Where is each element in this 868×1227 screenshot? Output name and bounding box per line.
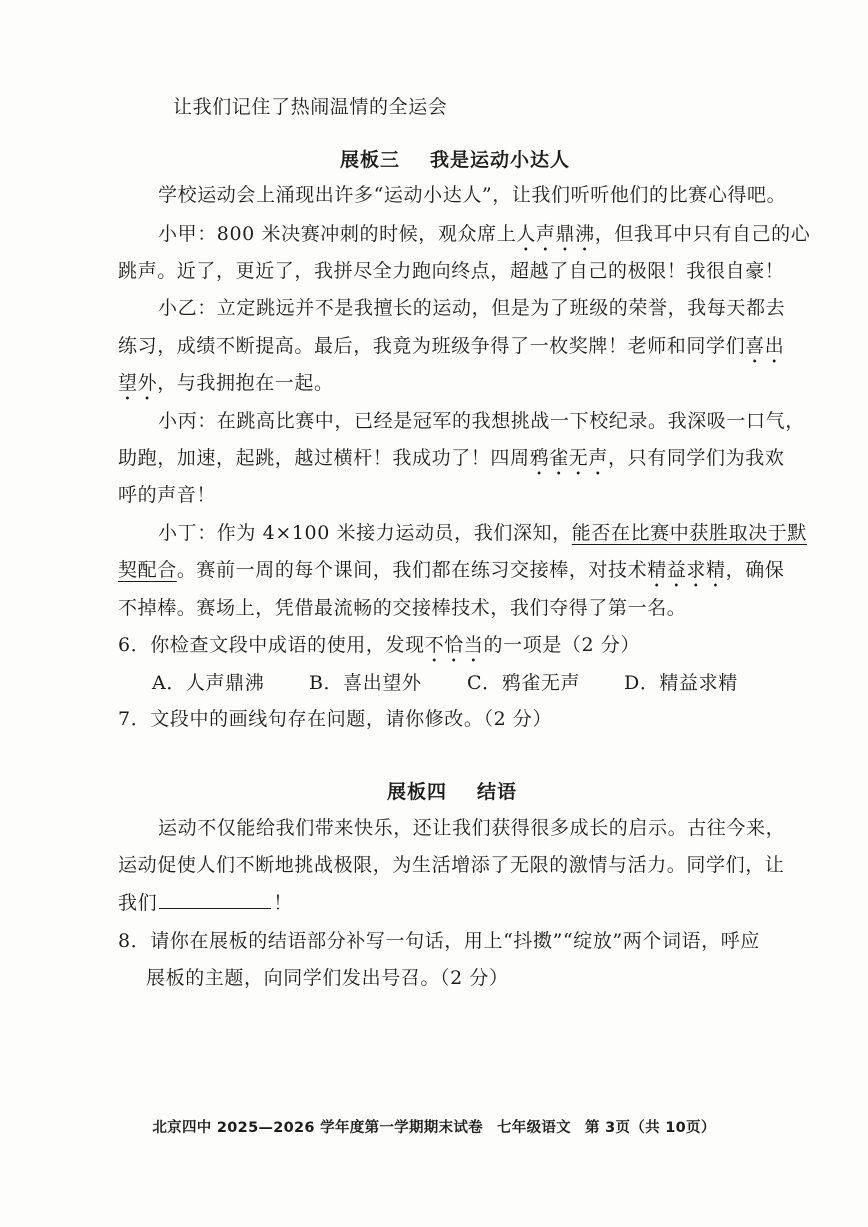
- yi-line-1: 小乙：立定跳远并不是我擅长的运动，但是为了班级的荣誉，我每天都去: [158, 297, 786, 319]
- board4-line-1: 运动不仅能给我们带来快乐，还让我们获得很多成长的启示。古往今来，: [158, 817, 786, 839]
- option-c[interactable]: C．鸦雀无声: [467, 672, 581, 694]
- board3-number: 展板三: [340, 149, 401, 171]
- bing-text: 助跑，加速，起跳，越过横杆！我成功了！四周: [118, 447, 530, 469]
- board4-text: ！: [273, 892, 293, 914]
- board4-title: 结语: [477, 781, 518, 803]
- yi-line-3: [118, 371, 334, 405]
- ding-line-3: 不掉棒。赛场上，凭借最流畅的交接棒技术，我们夺得了第一名。: [118, 597, 687, 619]
- idiom-xichuwangwai-part2: 望外: [118, 372, 158, 394]
- bing-line-3: 呼的声音！: [118, 484, 217, 506]
- yi-line-2: [118, 334, 784, 368]
- board3-intro: 学校运动会上涌现出许多“运动小达人”，让我们听听他们的比赛心得吧。: [158, 184, 787, 206]
- ding-line-1: [158, 521, 807, 545]
- board4-number: 展板四: [387, 781, 448, 803]
- bing-line-1: 小丙：在跳高比赛中，已经是冠军的我想挑战一下校纪录。我深吸一口气，: [158, 410, 805, 432]
- jia-text: ，但我耳中只有自己的心: [594, 223, 811, 245]
- bing-line-2: [118, 446, 784, 480]
- footer-page-number: 第 3页（共 10页）: [584, 1120, 716, 1136]
- idiom-renshengdingfei: 人声鼎沸: [516, 223, 595, 245]
- ding-text: 小丁：作为 4×100 米接力运动员，我们深知，: [158, 522, 572, 544]
- option-a[interactable]: A．人声鼎沸: [152, 672, 265, 694]
- idiom-jingyiqiujing: 精益求精: [647, 559, 726, 581]
- question-8-line-1: 8．请你在展板的结语部分补写一句话，用上“抖擞”“绽放”两个词语，呼应: [118, 930, 760, 952]
- page-footer: [0, 1116, 868, 1137]
- yi-text: ，与我拥抱在一起。: [157, 372, 334, 394]
- fill-in-blank[interactable]: [159, 890, 271, 909]
- board4-line-2: 运动促使人们不断地挑战极限，为生活增添了无限的激情与活力。同学们，让: [118, 854, 785, 876]
- question-8-line-2: 展板的主题，向同学们发出号召。（2 分）: [146, 967, 509, 989]
- board4-heading: [387, 780, 517, 804]
- footer-subject: 七年级语文: [496, 1120, 571, 1136]
- question-7: 7．文段中的画线句存在问题，请你修改。（2 分）: [118, 708, 553, 730]
- q6-options: [152, 671, 738, 695]
- q6-text: 6．你检查文段中成语的使用，发现: [118, 634, 425, 656]
- board4-text: 我们: [118, 892, 158, 914]
- option-d[interactable]: D．精益求精: [624, 672, 738, 694]
- underlined-sentence-part1: 能否在比赛中获胜取决于默: [571, 522, 807, 544]
- footer-exam-title: 北京四中 2025—2026 学年度第一学期期末试卷: [152, 1120, 483, 1136]
- ding-text: ，确保: [725, 559, 785, 581]
- option-b[interactable]: B．喜出望外: [309, 672, 422, 694]
- board4-line-3: [118, 890, 293, 915]
- underlined-sentence-part2: 契配合: [118, 559, 177, 581]
- yi-text: 练习，成绩不断提高。最后，我竟为班级争得了一枚奖牌！老师和同学们: [118, 335, 746, 357]
- idiom-xichuwangwai-part1: 喜出: [745, 335, 785, 357]
- board3-title: 我是运动小达人: [430, 149, 571, 171]
- q6-emphasis: 不恰当: [424, 634, 484, 656]
- q6-text: 的一项是（2 分）: [483, 634, 641, 656]
- ding-line-2: [118, 558, 784, 592]
- idiom-yaqueWusheng: 鸦雀无声: [529, 447, 609, 469]
- jia-text: 小甲：800 米决赛冲刺的时候，观众席上: [158, 223, 517, 245]
- continuation-line: 让我们记住了热闹温情的全运会: [173, 96, 448, 118]
- ding-text: 。赛前一周的每个课间，我们都在练习交接棒，对技术: [176, 559, 648, 581]
- jia-line-1: [158, 222, 810, 256]
- board3-heading: [340, 148, 570, 172]
- question-6: [118, 633, 640, 667]
- jia-line-2: 跳声。近了，更近了，我拼尽全力跑向终点，超越了自己的极限！我很自豪！: [118, 260, 785, 282]
- bing-text: ，只有同学们为我欢: [608, 447, 785, 469]
